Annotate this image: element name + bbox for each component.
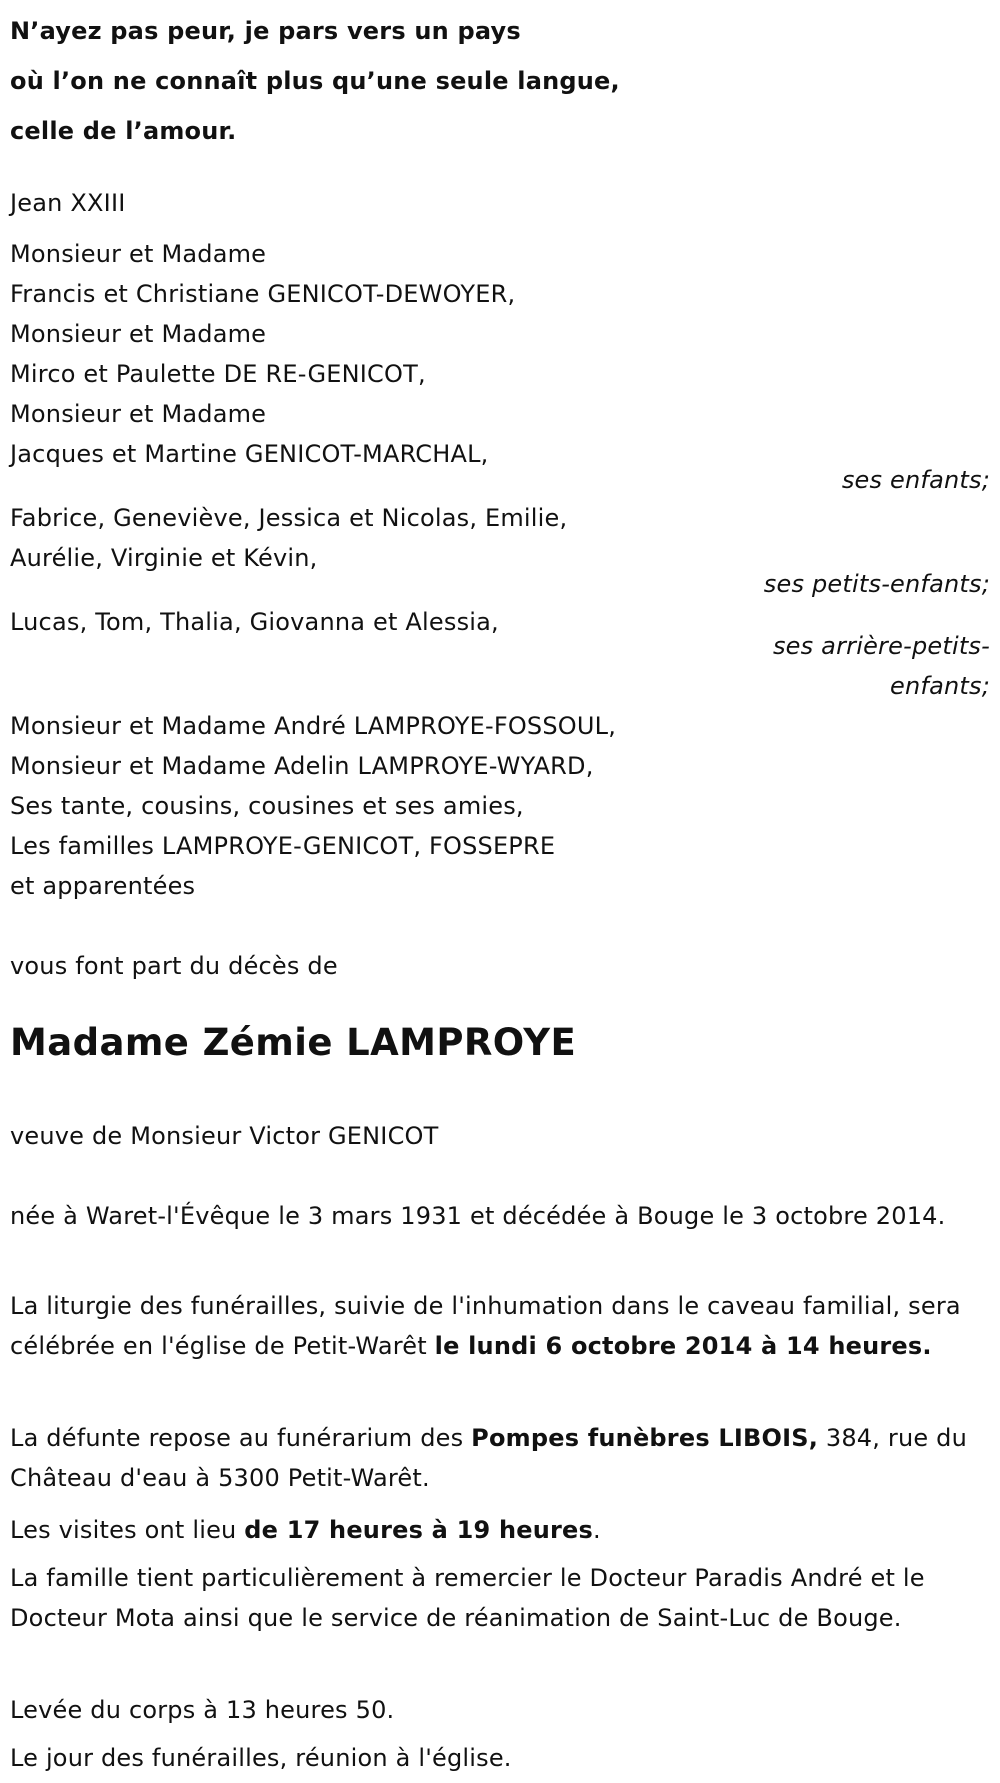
repose-address: 384, rue du Château d'eau à 5300 Petit-Warêt. <box>10 1424 968 1492</box>
opening-quote <box>10 6 620 156</box>
relatives-line: Les familles LAMPROYE-GENICOT, FOSSEPRE <box>10 832 556 860</box>
grandchildren-role: ses petits-enfants; <box>763 570 990 598</box>
grandchildren-line: Aurélie, Virginie et Kévin, <box>10 544 318 572</box>
grandchildren-line: Fabrice, Geneviève, Jessica et Nicolas, Emilie, <box>10 504 568 532</box>
liturgy-paragraph <box>10 1286 985 1366</box>
quote-author: Jean XXIII <box>10 189 126 217</box>
relatives-line: Monsieur et Madame André LAMPROYE-FOSSOUL, <box>10 712 617 740</box>
quote-line: N’ayez pas peur, je pars vers un pays <box>10 17 521 45</box>
children-line: Mirco et Paulette DE RE-GENICOT, <box>10 360 426 388</box>
relatives-line: Ses tante, cousins, cousines et ses amies, <box>10 792 524 820</box>
grandchildren-block <box>10 498 990 598</box>
announcement-text: vous font part du décès de <box>10 952 338 980</box>
relatives-line: et apparentées <box>10 872 196 900</box>
liturgy-text: La liturgie des funérailles, suivie de l'inhumation dans le caveau familial, sera célébrée en l'église de Petit-Warêt <box>10 1292 961 1360</box>
visits-hours: de 17 heures à 19 heures <box>244 1516 594 1544</box>
deceased-name: Madame Zémie LAMPROYE <box>10 1021 577 1064</box>
thanks-paragraph: La famille tient particulièrement à remercier le Docteur Paradis André et le Docteur Mota ainsi que le service de réanimation de Saint-Luc de Bouge. <box>10 1564 925 1632</box>
liturgy-date: le lundi 6 octobre 2014 à 14 heures. <box>434 1332 932 1360</box>
repose-text: La défunte repose au funérarium des <box>10 1424 472 1452</box>
children-block <box>10 234 990 494</box>
children-line: Monsieur et Madame <box>10 320 267 348</box>
repose-paragraph <box>10 1418 985 1498</box>
great-grandchildren-role <box>750 626 990 706</box>
visits-paragraph <box>10 1510 985 1550</box>
great-grandchildren-line: Lucas, Tom, Thalia, Giovanna et Alessia, <box>10 608 499 636</box>
visits-end: . <box>593 1516 601 1544</box>
children-line: Francis et Christiane GENICOT-DEWOYER, <box>10 280 516 308</box>
great-grandchildren-block <box>10 602 990 712</box>
repose-funeral-home: Pompes funèbres LIBOIS, <box>471 1424 819 1452</box>
widow-of: veuve de Monsieur Victor GENICOT <box>10 1122 439 1150</box>
children-line: Monsieur et Madame <box>10 240 267 268</box>
children-role: ses enfants; <box>841 466 990 494</box>
birth-death-paragraph: née à Waret-l'Évêque le 3 mars 1931 et décédée à Bouge le 3 octobre 2014. <box>10 1202 946 1230</box>
children-line: Jacques et Martine GENICOT-MARCHAL, <box>10 440 489 468</box>
great-grandchildren-role-line: enfants; <box>890 672 990 700</box>
relatives-line: Monsieur et Madame Adelin LAMPROYE-WYARD, <box>10 752 594 780</box>
quote-line: où l’on ne connaît plus qu’une seule langue, <box>10 67 620 95</box>
relatives-block <box>10 706 990 906</box>
quote-line: celle de l’amour. <box>10 117 237 145</box>
meeting-paragraph: Le jour des funérailles, réunion à l'église. <box>10 1744 512 1772</box>
great-grandchildren-role-line: ses arrière-petits- <box>772 632 990 660</box>
levee-paragraph: Levée du corps à 13 heures 50. <box>10 1696 395 1724</box>
visits-text: Les visites ont lieu <box>10 1516 245 1544</box>
children-line: Monsieur et Madame <box>10 400 267 428</box>
